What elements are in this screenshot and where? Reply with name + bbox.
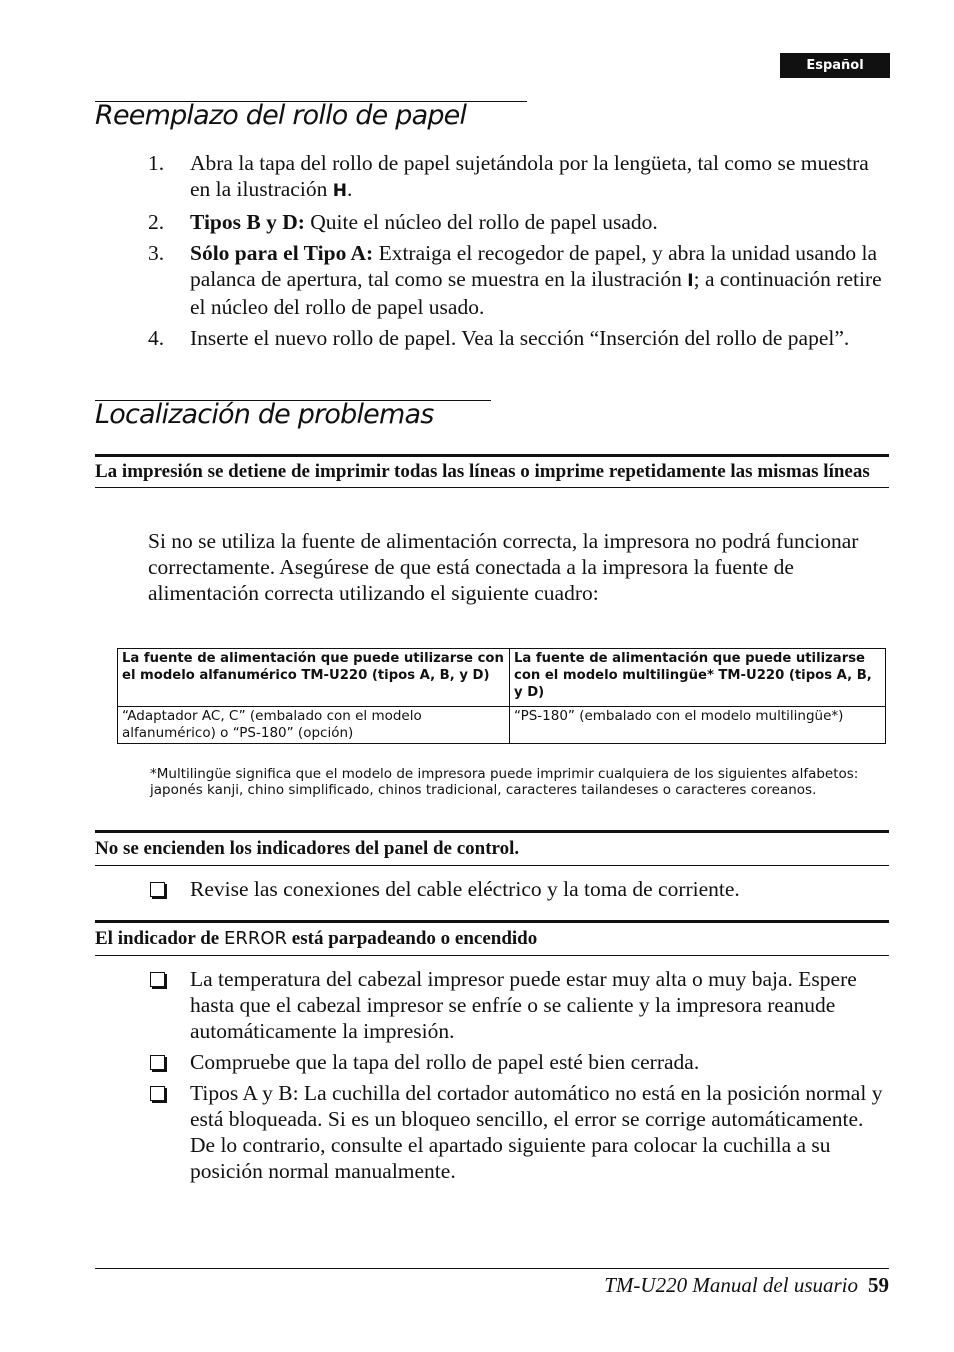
illustration-ref: H [332,181,347,201]
manual-title: TM-U220 Manual del usuario [604,1273,858,1297]
checklist-item [148,1080,893,1184]
step-number: 4. [148,326,165,350]
table-row [118,707,886,744]
checklist-text: Revise las conexiones del cable eléctrico y la toma de corriente. [190,877,740,901]
step-text: Quite el núcleo del rollo de papel usado. [304,210,658,234]
table-header-cell: La fuente de alimentación que puede utilizarse con el modelo multilingüe* TM-U220 (tipos A, B, y D) [510,649,886,707]
error-indicator-label: ERROR [223,928,288,949]
replacement-steps [148,150,893,356]
step-text: Extraiga el recogedor de papel, y abra la unidad usando la palanca de apertura, tal como se muestra en la ilustración [190,241,878,291]
table-cell: “Adaptador AC, C” (embalado con el modelo alfanumérico) o “PS-180” (opción) [118,707,510,744]
power-supply-table [117,648,886,744]
step-text: Inserte el nuevo rollo de papel. Vea la sección “Inserción del rollo de papel”. [190,326,850,350]
step-item [148,150,893,204]
page-footer [604,1273,889,1298]
step-text-end: . [346,177,353,201]
indicators-off-checklist [148,876,893,907]
problem-heading-printing-stops: La impresión se detiene de imprimir todas las líneas o imprime repetidamente las mismas líneas [95,454,889,488]
step-type-label: Sólo para el Tipo A: [190,241,374,265]
table-cell: “PS-180” (embalado con el modelo multilingüe*) [510,707,886,744]
step-number: 1. [148,151,165,175]
checklist-text: La temperatura del cabezal impresor puede estar muy alta o muy baja. Espere hasta que el cabezal impresor se enfríe o se caliente y la impresora reanude automáticamente la impresión. [190,967,857,1043]
step-item [148,325,893,351]
heading-text-end: está parpadeando o encendido [287,928,538,949]
problem-heading-indicators-off: No se encienden los indicadores del panel de control. [95,830,889,866]
step-text-end: ; a continuación retire el núcleo del rollo de papel usado. [190,267,882,319]
table-header-cell: La fuente de alimentación que puede utilizarse con el modelo alfanumérico TM-U220 (tipos A, B, y D) [118,649,510,707]
checklist-text: Compruebe que la tapa del rollo de papel esté bien cerrada. [190,1050,700,1074]
step-item [148,240,893,320]
step-item [148,209,893,235]
checkbox-square-icon [150,882,165,897]
language-tab: Español [780,53,890,78]
problem-heading-error-indicator [95,920,889,956]
footer-rule [95,1268,889,1269]
error-indicator-checklist [148,966,893,1189]
multilingual-footnote: *Multilingüe significa que el modelo de impresora puede imprimir cualquiera de los siguientes alfabetos: japonés kanji, chino simplificado, chinos tradicional, caracteres tailandeses o caracteres coreanos. [150,766,859,798]
checkbox-square-icon [150,1086,165,1101]
heading-text: El indicador de [95,928,224,949]
checklist-item [148,966,893,1044]
step-text: Abra la tapa del rollo de papel sujetándola por la lengüeta, tal como se muestra en la ilustración [190,151,869,201]
illustration-ref: I [687,271,694,291]
checkbox-square-icon [150,1055,165,1070]
checklist-item [148,1049,893,1075]
step-number: 2. [148,210,165,234]
checklist-text: Tipos A y B: La cuchilla del cortador automático no está en la posición normal y está bloqueada. Si es un bloqueo sencillo, el error se corrige automáticamente. De lo contrario, consulte el apartado siguiente para colocar la cuchilla a su posición normal manualmente. [190,1081,883,1183]
step-type-label: Tipos B y D: [190,210,305,234]
step-number: 3. [148,241,165,265]
checklist-item [148,876,893,902]
checkbox-square-icon [150,972,165,987]
page-number: 59 [868,1273,889,1297]
power-supply-paragraph: Si no se utiliza la fuente de alimentación correcta, la impresora no podrá funcionar correctamente. Asegúrese de que está conectada a la impresora la fuente de alimentación correcta utilizando el siguiente cuadro: [148,529,859,605]
section-title-troubleshooting: Localización de problemas [95,399,434,430]
table-header-row [118,649,886,707]
section-title-paper-roll: Reemplazo del rollo de papel [95,100,467,131]
